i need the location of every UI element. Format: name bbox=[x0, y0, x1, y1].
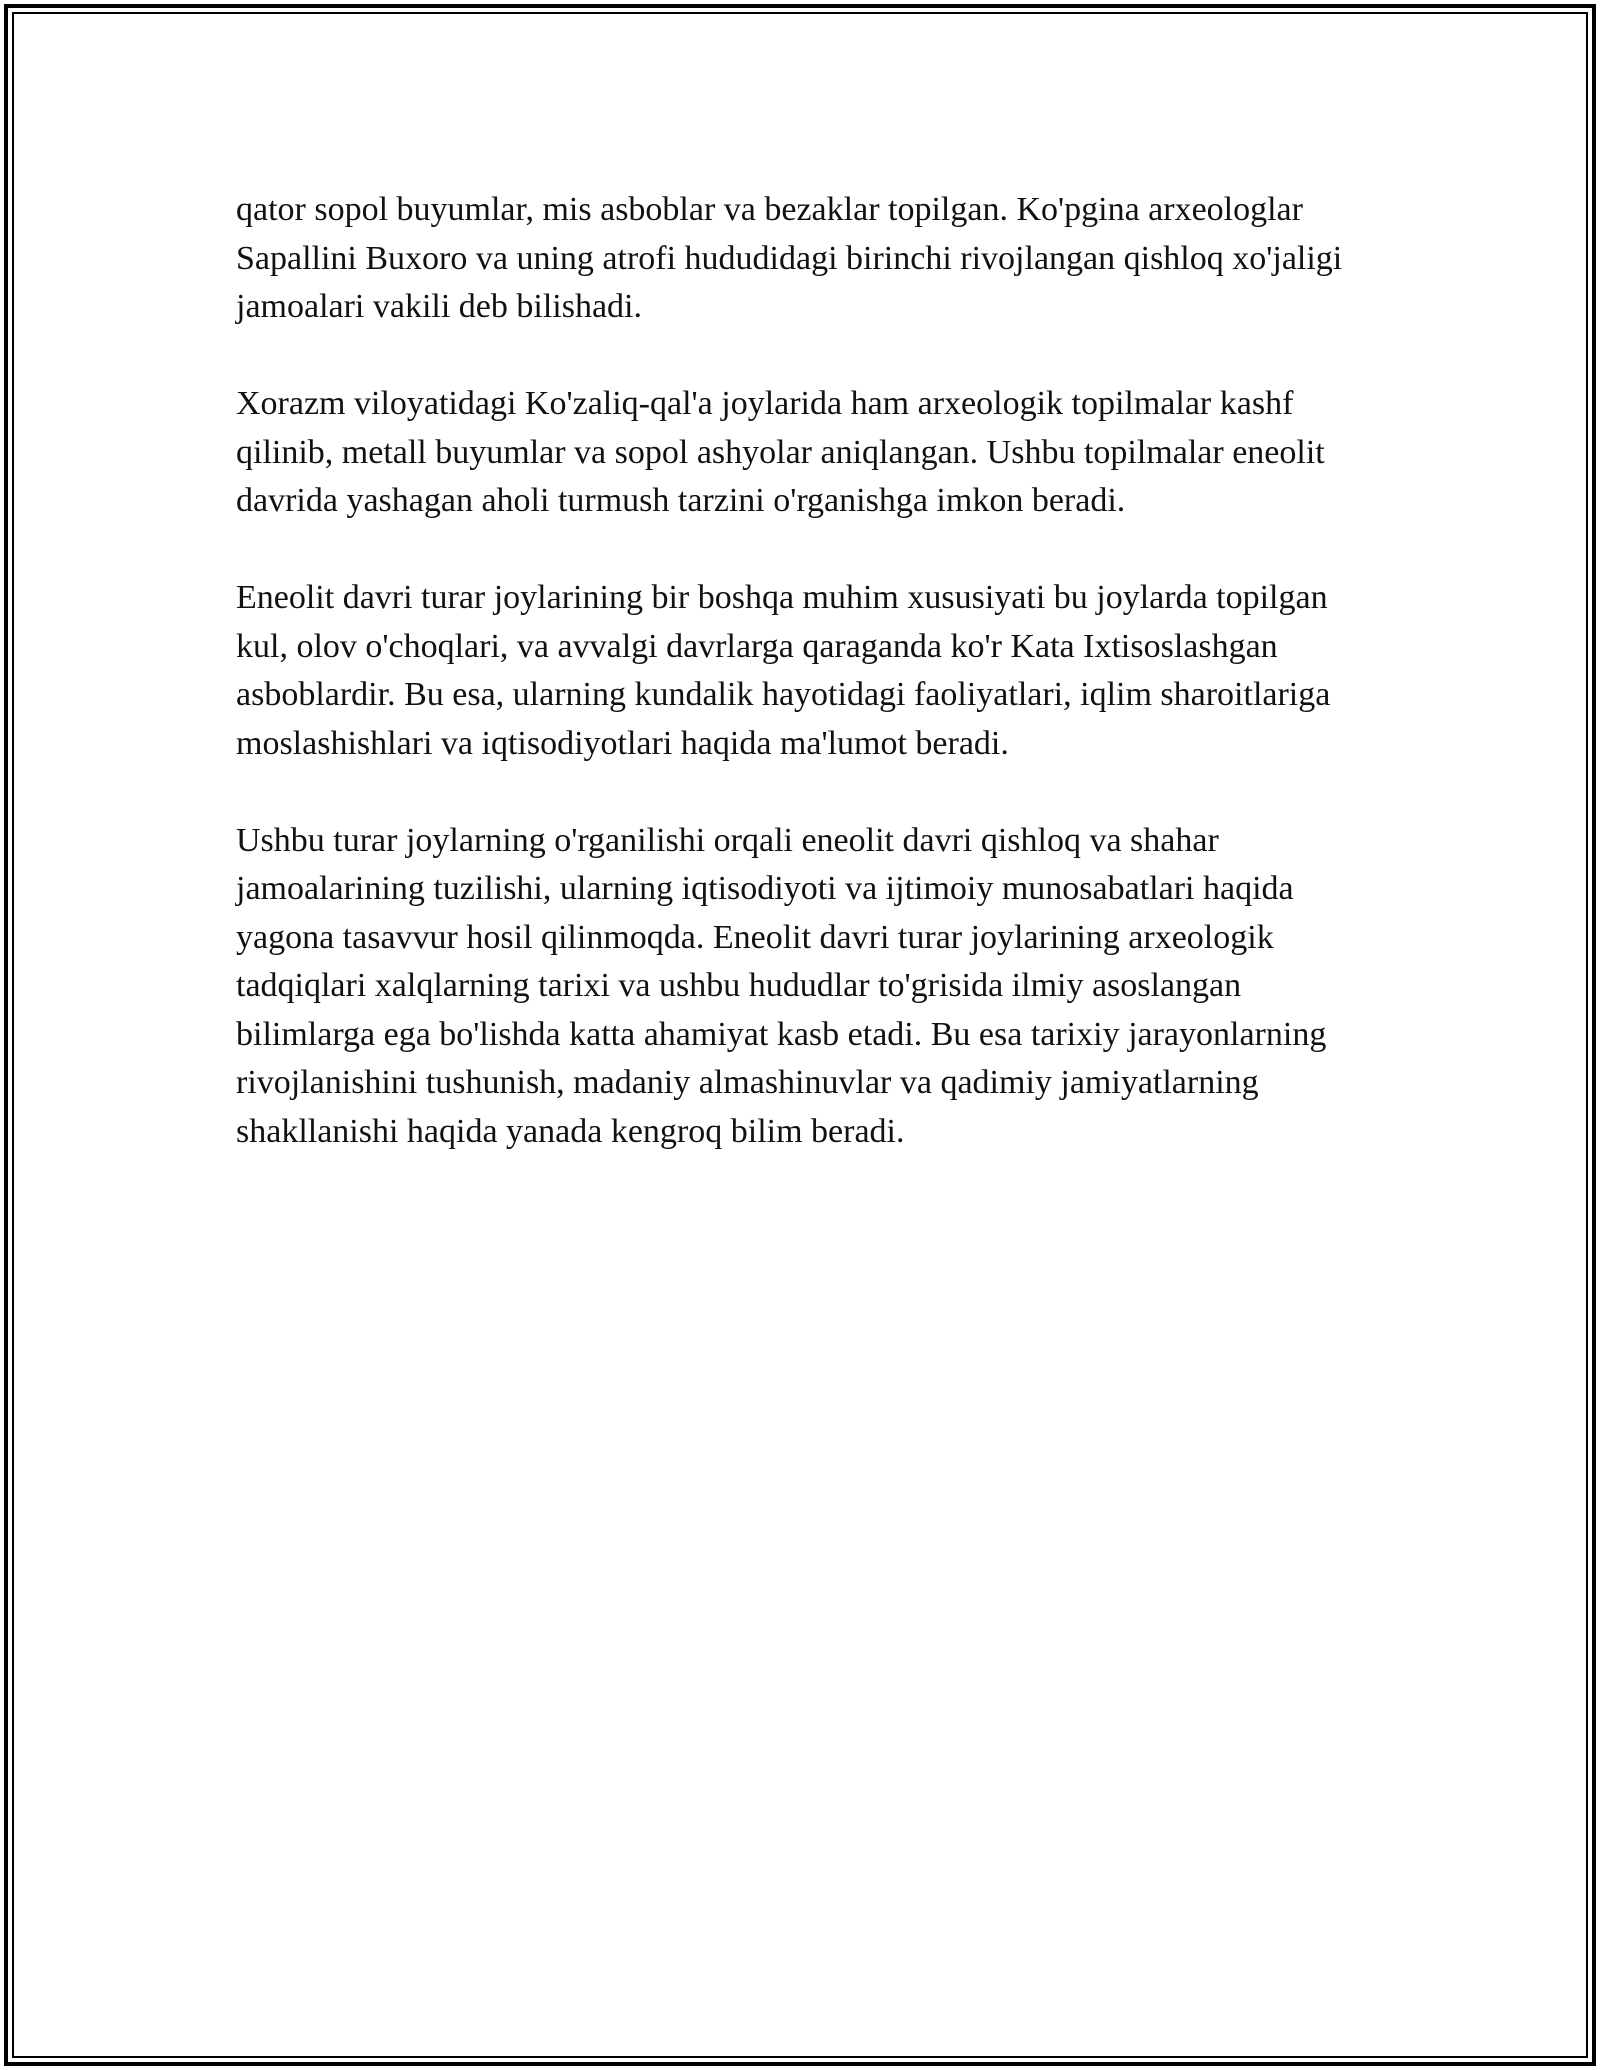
paragraph-4: Ushbu turar joylarning o'rganilishi orqali eneolit davri qishloq va shahar jamoalarining tuzilishi, ularning iqtisodiyoti va ijtimoiy munosabatlari haqida yagona tasavvur hosil qilinmoqda. Eneolit davri turar joylarining arxeologik tadqiqlari xalqlarning tarixi va ushbu hududlar to'grisida ilmiy asoslangan bilimlarga ega bo'lishda katta ahamiyat kasb etadi. Bu esa tarixiy jarayonlarning rivojlanishini tushunish, madaniy almashinuvlar va qadimiy jamiyatlarning shakllanishi haqida yanada kengroq bilim beradi. bbox=[236, 821, 1327, 1150]
paragraph-1: qator sopol buyumlar, mis asboblar va bezaklar topilgan. Ko'pgina arxeologlar Sapallini Buxoro va uning atrofi hududidagi birinchi rivojlangan qishloq xo'jaligi jamoalari vakili deb bilishadi. bbox=[236, 191, 1343, 325]
paragraph-2: Xorazm viloyatidagi Ko'zaliq-qal'a joylarida ham arxeologik topilmalar kashf qilinib, metall buyumlar va sopol ashyolar aniqlangan. Ushbu topilmalar eneolit davrida yashagan aholi turmush tarzini o'rganishga imkon beradi. bbox=[236, 385, 1325, 519]
paragraph-3: Eneolit davri turar joylarining bir boshqa muhim xususiyati bu joylarda topilgan kul, olov o'choqlari, va avvalgi davrlarga qaraganda ko'r Kata Ixtisoslashgan asboblardir. Bu esa, ularning kundalik hayotidagi faoliyatlari, iqlim sharoitlariga moslashishlari va iqtisodiyotlari haqida ma'lumot beradi. bbox=[236, 579, 1331, 762]
document-body bbox=[236, 186, 1366, 1205]
